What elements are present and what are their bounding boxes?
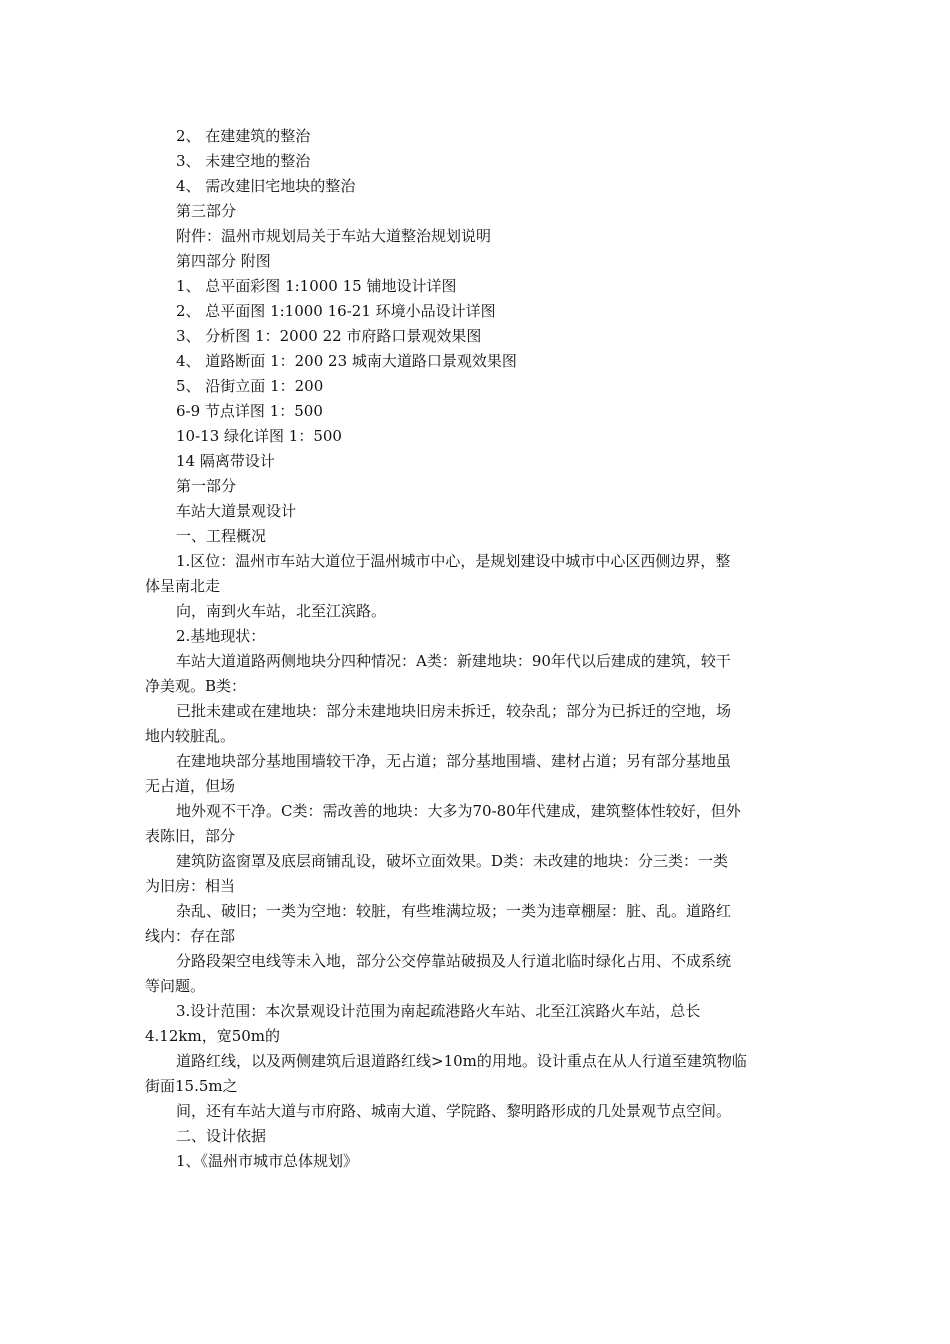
- paragraph-line: 向，南到火车站，北至江滨路。: [176, 602, 387, 620]
- document-title: 车站大道景观设计: [176, 502, 297, 520]
- paragraph-line: 表陈旧，部分: [145, 827, 236, 845]
- part-heading: 第四部分 附图: [176, 252, 271, 270]
- paragraph-line: 间，还有车站大道与市府路、城南大道、学院路、黎明路形成的几处景观节点空间。: [176, 1102, 732, 1120]
- paragraph-line: 1.区位：温州市车站大道位于温州城市中心，是规划建设中城市中心区西侧边界，整: [176, 552, 731, 570]
- paragraph-line: 无占道，但场: [145, 777, 236, 795]
- paragraph-line: 体呈南北走: [145, 577, 221, 595]
- section-item: 3、 未建空地的整治: [176, 152, 311, 170]
- paragraph-line: 道路红线，以及两侧建筑后退道路红线>10m的用地。设计重点在从人行道至建筑物临: [176, 1052, 747, 1070]
- paragraph-line: 已批未建或在建地块：部分未建地块旧房未拆迁，较杂乱；部分为已拆迁的空地，场: [176, 702, 732, 720]
- figure-list-item: 3、 分析图 1：2000 22 市府路口景观效果图: [176, 327, 482, 345]
- paragraph-line: 为旧房：相当: [145, 877, 236, 895]
- figure-list-item: 4、 道路断面 1：200 23 城南大道路口景观效果图: [176, 352, 517, 370]
- paragraph-line: 分路段架空电线等未入地，部分公交停靠站破损及人行道北临时绿化占用、不成系统: [176, 952, 732, 970]
- paragraph-line: 杂乱、破旧；一类为空地：较脏，有些堆满垃圾；一类为违章棚屋：脏、乱。道路红: [176, 902, 732, 920]
- figure-list-item: 6-9 节点详图 1：500: [176, 402, 323, 420]
- reference-item: 1、《温州市城市总体规划》: [176, 1152, 359, 1170]
- section-item: 4、 需改建旧宅地块的整治: [176, 177, 356, 195]
- paragraph-line: 等问题。: [145, 977, 206, 995]
- paragraph-line: 建筑防盗窗罩及底层商铺乱设，破坏立面效果。D类：未改建的地块：分三类：一类: [176, 852, 729, 870]
- paragraph-line: 线内：存在部: [145, 927, 236, 945]
- paragraph-line: 街面15.5m之: [145, 1077, 238, 1095]
- figure-list-item: 14 隔离带设计: [176, 452, 275, 470]
- appendix-line: 附件：温州市规划局关于车站大道整治规划说明: [176, 227, 492, 245]
- paragraph-line: 车站大道道路两侧地块分四种情况：A类：新建地块：90年代以后建成的建筑，较干: [176, 652, 731, 670]
- subsection-heading: 2.基地现状：: [176, 627, 266, 645]
- figure-list-item: 10-13 绿化详图 1：500: [176, 427, 342, 445]
- paragraph-line: 3.设计范围：本次景观设计范围为南起疏港路火车站、北至江滨路火车站，总长: [176, 1002, 701, 1020]
- figure-list-item: 1、 总平面彩图 1:1000 15 铺地设计详图: [176, 277, 457, 295]
- paragraph-line: 净美观。B类：: [145, 677, 247, 695]
- figure-list-item: 5、 沿街立面 1：200: [176, 377, 324, 395]
- section-heading: 一、工程概况: [176, 527, 267, 545]
- part-heading: 第三部分: [176, 202, 237, 220]
- document-body: [145, 124, 810, 1174]
- paragraph-line: 在建地块部分基地围墙较干净，无占道；部分基地围墙、建材占道；另有部分基地虽: [176, 752, 732, 770]
- section-heading: 二、设计依据: [176, 1127, 267, 1145]
- paragraph-line: 4.12km，宽50m的: [145, 1027, 281, 1045]
- section-item: 2、 在建建筑的整治: [176, 127, 311, 145]
- paragraph-line: 地内较脏乱。: [145, 727, 236, 745]
- paragraph-line: 地外观不干净。C类：需改善的地块：大多为70-80年代建成，建筑整体性较好，但外: [176, 802, 741, 820]
- part-heading: 第一部分: [176, 477, 237, 495]
- figure-list-item: 2、 总平面图 1:1000 16-21 环境小品设计详图: [176, 302, 496, 320]
